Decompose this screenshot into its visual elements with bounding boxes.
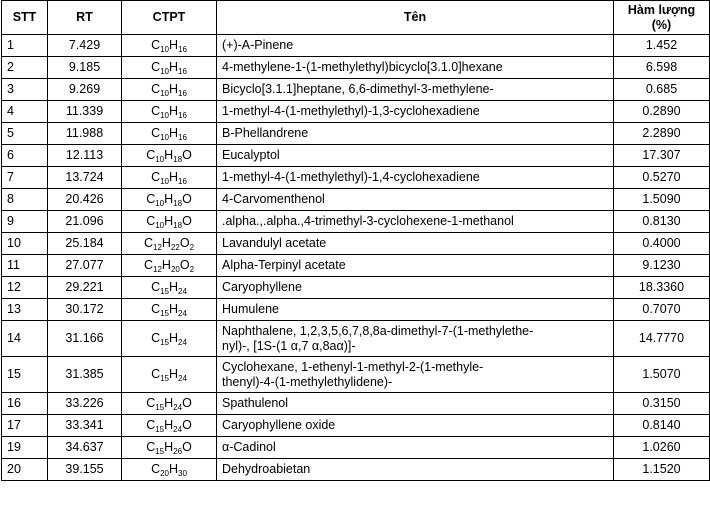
table-row: [2, 459, 710, 481]
formula-element: C: [151, 331, 161, 345]
formula-element: H: [164, 418, 174, 432]
table-row: [2, 393, 710, 415]
formula-count: 15: [160, 374, 169, 383]
cell-formula: [122, 357, 217, 393]
header-ham-luong: [614, 1, 710, 35]
cell-ham-luong: 18.3360: [614, 277, 710, 299]
formula-count: 26: [173, 447, 183, 456]
formula-count: 20: [160, 469, 169, 478]
cell-rt: 13.724: [48, 167, 122, 189]
formula-count: 2: [189, 243, 195, 252]
formula-element: H: [169, 331, 179, 345]
cell-name: [217, 101, 614, 123]
cell-ham-luong: 0.8130: [614, 211, 710, 233]
cell-stt: 3: [2, 79, 48, 101]
cell-stt: 9: [2, 211, 48, 233]
formula-element: H: [169, 280, 179, 294]
table-row: [2, 255, 710, 277]
cell-stt: 5: [2, 123, 48, 145]
cell-stt: 13: [2, 299, 48, 321]
cell-rt: 31.166: [48, 321, 122, 357]
formula-count: 15: [155, 447, 165, 456]
name-line: Spathulenol: [222, 396, 289, 410]
formula-count: 18: [173, 199, 183, 208]
name-line: thenyl)-4-(1-methylethylidene)-: [222, 374, 393, 389]
name-line: Caryophyllene oxide: [222, 418, 336, 432]
formula-element: H: [164, 214, 174, 228]
formula-element: H: [164, 440, 174, 454]
formula-count: 15: [155, 425, 165, 434]
cell-ham-luong: 2.2890: [614, 123, 710, 145]
name-line: B-Phellandrene: [222, 126, 309, 140]
cell-formula: [122, 123, 217, 145]
table-row: [2, 233, 710, 255]
formula-element: C: [151, 302, 161, 316]
formula-count: 16: [178, 45, 187, 54]
name-line: Eucalyptol: [222, 148, 280, 162]
cell-name: [217, 233, 614, 255]
cell-stt: 4: [2, 101, 48, 123]
formula-count: 15: [160, 309, 169, 318]
cell-name: [217, 437, 614, 459]
cell-formula: [122, 167, 217, 189]
formula-element: C: [146, 440, 156, 454]
formula-count: 12: [153, 243, 162, 252]
cell-name: [217, 357, 614, 393]
cell-ham-luong: 0.7070: [614, 299, 710, 321]
cell-formula: [122, 211, 217, 233]
table-body: [2, 35, 710, 481]
cell-name: [217, 189, 614, 211]
header-ten: Tên: [217, 1, 614, 35]
formula-count: 18: [173, 155, 183, 164]
cell-formula: [122, 321, 217, 357]
formula-element: O: [182, 214, 192, 228]
table-row: [2, 123, 710, 145]
name-line: Cyclohexane, 1-ethenyl-1-methyl-2-(1-methyle-: [222, 359, 484, 374]
cell-ham-luong: 6.598: [614, 57, 710, 79]
table-row: [2, 35, 710, 57]
table-header-row: [2, 1, 710, 35]
formula-count: 24: [178, 374, 187, 383]
cell-rt: 33.226: [48, 393, 122, 415]
name-line: Humulene: [222, 302, 279, 316]
formula-element: H: [169, 38, 179, 52]
formula-count: 12: [153, 265, 162, 274]
formula-element: C: [151, 367, 161, 381]
formula-count: 16: [178, 177, 187, 186]
header-stt: STT: [2, 1, 48, 35]
formula-element: C: [151, 126, 161, 140]
formula-count: 24: [178, 338, 187, 347]
cell-formula: [122, 101, 217, 123]
formula-element: C: [151, 104, 161, 118]
name-line: Caryophyllene: [222, 280, 302, 294]
cell-name: [217, 277, 614, 299]
cell-ham-luong: 1.0260: [614, 437, 710, 459]
formula-element: H: [169, 170, 179, 184]
cell-rt: 39.155: [48, 459, 122, 481]
formula-element: O: [179, 258, 190, 272]
formula-count: 2: [189, 265, 195, 274]
cell-ham-luong: 1.1520: [614, 459, 710, 481]
cell-stt: 14: [2, 321, 48, 357]
cell-name: [217, 57, 614, 79]
table-row: [2, 357, 710, 393]
cell-stt: 17: [2, 415, 48, 437]
name-line: Naphthalene, 1,2,3,5,6,7,8,8a-dimethyl-7-(1-methylethe-: [222, 323, 534, 338]
table-row: [2, 101, 710, 123]
name-line: Alpha-Terpinyl acetate: [222, 258, 346, 272]
formula-count: 16: [178, 111, 187, 120]
formula-element: H: [169, 82, 179, 96]
formula-count: 10: [160, 133, 169, 142]
formula-count: 15: [155, 403, 165, 412]
cell-formula: [122, 233, 217, 255]
table-row: [2, 277, 710, 299]
formula-element: C: [146, 192, 156, 206]
name-line: 1-methyl-4-(1-methylethyl)-1,3-cyclohexadiene: [222, 104, 480, 118]
formula-count: 20: [170, 265, 180, 274]
cell-name: [217, 79, 614, 101]
formula-count: 16: [178, 67, 187, 76]
cell-stt: 16: [2, 393, 48, 415]
cell-rt: 31.385: [48, 357, 122, 393]
formula-element: H: [164, 192, 174, 206]
cell-stt: 8: [2, 189, 48, 211]
cell-rt: 9.269: [48, 79, 122, 101]
cell-ham-luong: 14.7770: [614, 321, 710, 357]
formula-element: H: [169, 60, 179, 74]
cell-formula: [122, 415, 217, 437]
formula-count: 24: [178, 287, 187, 296]
header-ham-luong-unit: (%): [651, 17, 672, 32]
formula-element: H: [164, 396, 174, 410]
cell-stt: 1: [2, 35, 48, 57]
cell-rt: 20.426: [48, 189, 122, 211]
table-row: [2, 437, 710, 459]
table-row: [2, 145, 710, 167]
cell-stt: 20: [2, 459, 48, 481]
cell-name: [217, 459, 614, 481]
name-line: 4-methylene-1-(1-methylethyl)bicyclo[3.1.0]hexane: [222, 60, 503, 74]
formula-element: H: [169, 126, 179, 140]
name-line: Lavandulyl acetate: [222, 236, 327, 250]
cell-ham-luong: 9.1230: [614, 255, 710, 277]
header-rt: RT: [48, 1, 122, 35]
name-line: 4-Carvomenthenol: [222, 192, 325, 206]
formula-element: C: [151, 60, 161, 74]
cell-name: [217, 123, 614, 145]
cell-name: [217, 211, 614, 233]
cell-ham-luong: 0.8140: [614, 415, 710, 437]
cell-rt: 11.988: [48, 123, 122, 145]
name-line: (+)-A-Pinene: [222, 38, 294, 52]
cell-ham-luong: 0.5270: [614, 167, 710, 189]
cell-name: [217, 393, 614, 415]
cell-ham-luong: 0.2890: [614, 101, 710, 123]
cell-rt: 11.339: [48, 101, 122, 123]
cell-stt: 2: [2, 57, 48, 79]
formula-element: O: [182, 440, 192, 454]
formula-element: C: [146, 396, 156, 410]
cell-rt: 30.172: [48, 299, 122, 321]
header-ctpt: CTPT: [122, 1, 217, 35]
cell-name: [217, 35, 614, 57]
formula-element: C: [151, 170, 161, 184]
cell-ham-luong: 1.452: [614, 35, 710, 57]
formula-element: C: [151, 280, 161, 294]
formula-element: C: [146, 418, 156, 432]
name-line: .alpha.,.alpha.,4-trimethyl-3-cyclohexene-1-methanol: [222, 214, 514, 228]
formula-element: O: [182, 192, 192, 206]
cell-rt: 9.185: [48, 57, 122, 79]
formula-count: 10: [160, 89, 169, 98]
name-line: nyl)-, [1S-(1 α,7 α,8aα)]-: [222, 338, 356, 353]
cell-name: [217, 415, 614, 437]
cell-formula: [122, 393, 217, 415]
table-row: [2, 321, 710, 357]
cell-formula: [122, 277, 217, 299]
cell-rt: 12.113: [48, 145, 122, 167]
formula-element: C: [151, 462, 161, 476]
table-row: [2, 415, 710, 437]
formula-count: 10: [155, 221, 165, 230]
cell-stt: 10: [2, 233, 48, 255]
formula-element: H: [169, 462, 179, 476]
cell-name: [217, 321, 614, 357]
formula-element: H: [169, 367, 179, 381]
formula-element: H: [169, 302, 179, 316]
formula-element: O: [179, 236, 190, 250]
formula-count: 10: [160, 111, 169, 120]
table-row: [2, 189, 710, 211]
cell-stt: 11: [2, 255, 48, 277]
name-line: α-Cadinol: [222, 440, 276, 454]
formula-count: 16: [178, 89, 187, 98]
formula-element: C: [151, 38, 161, 52]
formula-element: C: [143, 258, 153, 272]
cell-stt: 15: [2, 357, 48, 393]
cell-stt: 12: [2, 277, 48, 299]
name-line: 1-methyl-4-(1-methylethyl)-1,4-cyclohexadiene: [222, 170, 480, 184]
cell-name: [217, 299, 614, 321]
table-row: [2, 211, 710, 233]
cell-rt: 7.429: [48, 35, 122, 57]
cell-stt: 7: [2, 167, 48, 189]
formula-count: 18: [173, 221, 183, 230]
formula-count: 10: [155, 155, 165, 164]
cell-ham-luong: 17.307: [614, 145, 710, 167]
formula-element: H: [164, 148, 174, 162]
cell-rt: 27.077: [48, 255, 122, 277]
cell-formula: [122, 79, 217, 101]
formula-count: 16: [178, 133, 187, 142]
formula-count: 10: [155, 199, 165, 208]
cell-formula: [122, 189, 217, 211]
formula-count: 10: [160, 177, 169, 186]
cell-formula: [122, 299, 217, 321]
name-line: Dehydroabietan: [222, 462, 311, 476]
cell-name: [217, 167, 614, 189]
cell-rt: 34.637: [48, 437, 122, 459]
compound-table: [1, 0, 710, 481]
formula-element: C: [146, 148, 156, 162]
cell-formula: [122, 35, 217, 57]
cell-formula: [122, 459, 217, 481]
formula-element: C: [151, 82, 161, 96]
formula-element: O: [182, 148, 192, 162]
formula-count: 15: [160, 338, 169, 347]
cell-rt: 25.184: [48, 233, 122, 255]
formula-count: 24: [178, 309, 187, 318]
formula-element: C: [143, 236, 153, 250]
formula-count: 22: [170, 243, 180, 252]
formula-count: 24: [173, 403, 183, 412]
formula-count: 10: [160, 67, 169, 76]
formula-element: H: [161, 236, 171, 250]
cell-ham-luong: 0.4000: [614, 233, 710, 255]
formula-element: H: [169, 104, 179, 118]
cell-ham-luong: 0.3150: [614, 393, 710, 415]
table-row: [2, 167, 710, 189]
formula-count: 24: [173, 425, 183, 434]
cell-rt: 21.096: [48, 211, 122, 233]
cell-ham-luong: 1.5070: [614, 357, 710, 393]
formula-element: O: [182, 418, 192, 432]
cell-name: [217, 255, 614, 277]
formula-count: 15: [160, 287, 169, 296]
cell-rt: 29.221: [48, 277, 122, 299]
cell-ham-luong: 1.5090: [614, 189, 710, 211]
cell-formula: [122, 57, 217, 79]
cell-formula: [122, 145, 217, 167]
table-row: [2, 57, 710, 79]
name-line: Bicyclo[3.1.1]heptane, 6,6-dimethyl-3-methylene-: [222, 82, 494, 96]
formula-count: 30: [178, 469, 187, 478]
formula-element: O: [182, 396, 192, 410]
formula-element: H: [161, 258, 171, 272]
cell-name: [217, 145, 614, 167]
header-ham-luong-label: Hàm lượng: [627, 2, 696, 17]
table-row: [2, 299, 710, 321]
cell-ham-luong: 0.685: [614, 79, 710, 101]
cell-formula: [122, 255, 217, 277]
formula-count: 10: [160, 45, 169, 54]
table-row: [2, 79, 710, 101]
cell-formula: [122, 437, 217, 459]
cell-stt: 6: [2, 145, 48, 167]
formula-element: C: [146, 214, 156, 228]
cell-rt: 33.341: [48, 415, 122, 437]
cell-stt: 19: [2, 437, 48, 459]
